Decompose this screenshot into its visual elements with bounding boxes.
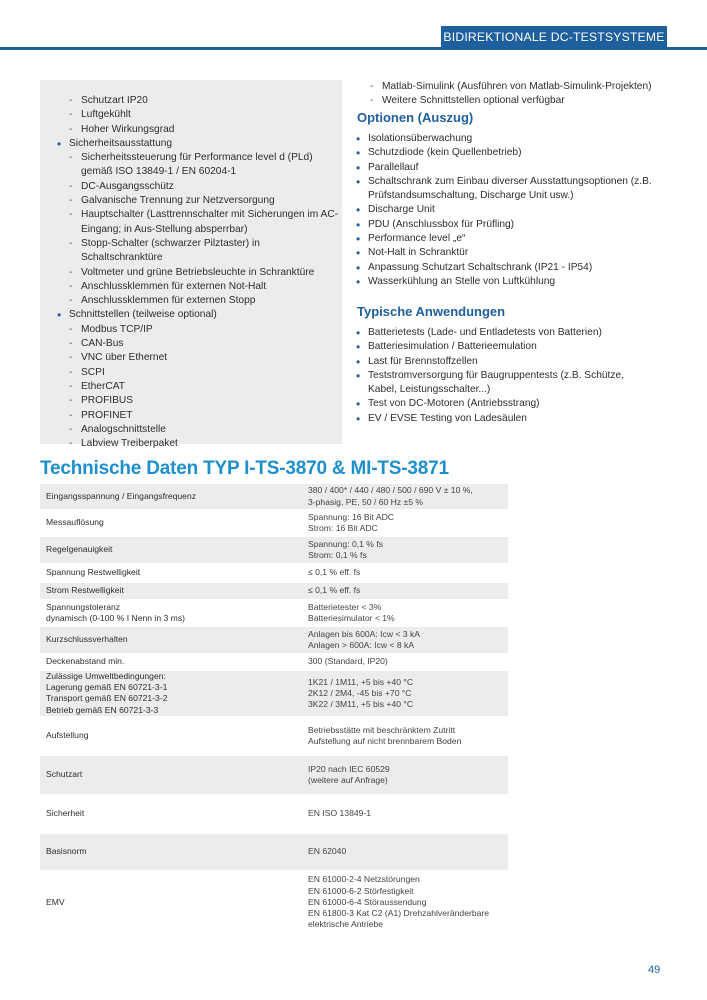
list-item: - Hoher Wirkungsgrad (69, 123, 343, 137)
value-line: 3K22 / 3M11, +5 bis +40 °C (308, 699, 414, 709)
table-row (40, 582, 508, 600)
table-row (40, 484, 508, 510)
table-row (40, 600, 508, 626)
label-line: Deckenabstand min. (46, 656, 125, 667)
table-cell-value (302, 626, 508, 654)
table-row (40, 871, 508, 933)
list-item: • Last für Brennstoffzellen (352, 355, 652, 369)
list-item: - SCPI (69, 366, 343, 380)
value-line: 1K21 / 1M11, +5 bis +40 °C (308, 676, 414, 687)
table-cell-value (302, 564, 508, 582)
value-line: EN ISO 13849-1 (308, 808, 372, 819)
value-line: Spannung: 0,1 % fs (308, 538, 384, 549)
value-line: elektrische Antriebe (308, 919, 383, 930)
options-list (352, 132, 652, 289)
value-line: Strom: 16 Bit ADC (308, 523, 378, 533)
tech-data-table (40, 484, 508, 933)
label-line: Betrieb gemäß EN 60721-3-3 (46, 704, 159, 715)
tech-data-title: Technische Daten TYP I-TS-3870 & MI-TS-3871 (40, 458, 449, 479)
table-cell-value (302, 536, 508, 564)
list-item: • Test von DC-Motoren (Antriebsstrang) (352, 397, 652, 411)
value-line: 2K12 / 2M4, -45 bis +70 °C (308, 687, 412, 698)
table-row (40, 755, 508, 795)
page-number: 49 (648, 964, 661, 976)
list-item: • Not-Halt in Schranktür (352, 246, 652, 260)
list-item: - Anschlussklemmen für externen Stopp (69, 294, 343, 308)
list-item: • Performance level „e“ (352, 232, 652, 246)
table-cell-value (302, 600, 508, 626)
table-cell-label (40, 626, 302, 654)
table-cell-label (40, 833, 302, 871)
table-cell-label (40, 484, 302, 510)
label-line: Eingangsspannung / Eingangsfrequenz (46, 490, 197, 501)
list-item: • EV / EVSE Testing von Ladesäulen (352, 412, 652, 426)
list-item: - Galvanische Trennung zur Netzversorgung (69, 194, 343, 208)
list-item: • Schaltschrank zum Einbau diverser Ausstattungsoptionen (z.B. Prüfstandsumschaltung, Discharge Unit usw.) (352, 175, 652, 204)
table-cell-value (302, 654, 508, 670)
label-line: Transport gemäß EN 60721-3-2 (46, 693, 168, 704)
table-cell-value (302, 510, 508, 536)
list-item: - VNC über Ethernet (69, 351, 343, 365)
section-header: BIDIREKTIONALE DC-TESTSYSTEME (441, 26, 667, 49)
label-line: dynamisch (0-100 % I Nenn in 3 ms) (46, 613, 185, 623)
label-line: Strom Restwelligkeit (46, 585, 124, 596)
list-item: • Teststromversorgung für Baugruppentests (z.B. Schütze, Kabel, Leistungsschalter...) (352, 369, 652, 398)
table-row (40, 564, 508, 582)
features-list (53, 94, 343, 451)
table-cell-label (40, 600, 302, 626)
table-cell-label (40, 871, 302, 933)
table-row (40, 626, 508, 654)
value-line: EN 61000-6-4 Störaussendung (308, 896, 427, 907)
value-line: Anlagen > 600A: Icw < 8 kA (308, 640, 415, 650)
interfaces-continued (370, 80, 670, 109)
label-line: Messauflösung (46, 517, 104, 528)
table-cell-value (302, 755, 508, 795)
label-line: EMV (46, 896, 65, 907)
options-title: Optionen (Auszug) (357, 110, 474, 125)
table-cell-value (302, 833, 508, 871)
list-item: • Batteriesimulation / Batterieemulation (352, 340, 652, 354)
value-line: (weitere auf Anfrage) (308, 774, 388, 785)
table-cell-label (40, 755, 302, 795)
value-line: 380 / 400* / 440 / 480 / 500 / 690 V ± 10 %, (308, 485, 473, 496)
value-line: Anlagen bis 600A: Icw < 3 kA (308, 628, 421, 639)
list-item: - Luftgekühlt (69, 108, 343, 122)
table-row (40, 795, 508, 833)
value-line: EN 61000-6-2 Störfestigkeit (308, 885, 414, 896)
table-cell-label (40, 536, 302, 564)
list-item: • PDU (Anschlussbox für Prüfling) (352, 218, 652, 232)
list-item: - Anschlussklemmen für externen Not-Halt (69, 280, 343, 294)
section-security (53, 137, 343, 309)
label-line: Spannungstoleranz (46, 601, 121, 612)
label-line: Basisnorm (46, 846, 87, 857)
table-cell-label (40, 510, 302, 536)
table-cell-value (302, 871, 508, 933)
list-item: - Schutzart IP20 (69, 94, 343, 108)
list-item: • Batterietests (Lade- und Entladetests von Batterien) (352, 326, 652, 340)
table-cell-label (40, 564, 302, 582)
list-item: - PROFINET (69, 409, 343, 423)
table-row (40, 536, 508, 564)
table-cell-label (40, 795, 302, 833)
value-line: EN 61800-3 Kat C2 (A1) Drehzahlveränderbare (308, 907, 490, 918)
value-line: Spannung: 16 Bit ADC (308, 511, 394, 522)
value-line: EN 62040 (308, 846, 347, 857)
value-line: IP20 nach IEC 60529 (308, 763, 390, 774)
value-line: Aufstellung auf nicht brennbarem Boden (308, 735, 462, 746)
label-line: Aufstellung (46, 730, 89, 741)
applications-title: Typische Anwendungen (357, 304, 506, 319)
list-item: - Stopp-Schalter (schwarzer Pilztaster) in Schaltschranktüre (69, 237, 343, 266)
value-line: ≤ 0,1 % eff. fs (308, 567, 361, 578)
table-cell-label (40, 717, 302, 755)
table-row (40, 654, 508, 670)
list-item: - Sicherheitssteuerung für Performance level d (PLd) gemäß ISO 13849-1 / EN 60204-1 (69, 151, 343, 180)
applications-list (352, 326, 652, 426)
label-line: Spannung Restwelligkeit (46, 567, 141, 578)
value-line: Batteriesimulator < 1% (308, 613, 395, 623)
value-line: 3-phasig, PE, 50 / 60 Hz ±5 % (308, 496, 424, 507)
section-label: Schnittstellen (teilweise optional) (69, 309, 217, 321)
table-row (40, 717, 508, 755)
general-features (69, 94, 343, 137)
list-item: • Anpassung Schutzart Schaltschrank (IP21 - IP54) (352, 261, 652, 275)
list-item: • Wasserkühlung an Stelle von Luftkühlung (352, 275, 652, 289)
list-item: - Hauptschalter (Lasttrennschalter mit Sicherungen im AC-Eingang; in Aus-Stellung absperrbar) (69, 208, 343, 237)
label-line: Sicherheit (46, 808, 85, 819)
table-cell-label (40, 654, 302, 670)
table-cell-label (40, 582, 302, 600)
table-row (40, 833, 508, 871)
list-item: - EtherCAT (69, 380, 343, 394)
value-line: EN 61000-2-4 Netzstörungen (308, 874, 420, 885)
value-line: Batterietester < 3% (308, 601, 382, 612)
list-item: • Parallellauf (352, 161, 652, 175)
table-cell-value (302, 795, 508, 833)
list-item: - Voltmeter und grüne Betriebsleuchte in Schranktüre (69, 266, 343, 280)
list-item: - CAN-Bus (69, 337, 343, 351)
list-item: - Weitere Schnittstellen optional verfügbar (370, 94, 670, 108)
list-item: • Discharge Unit (352, 203, 652, 217)
list-item: - Labview Treiberpaket (69, 437, 343, 451)
label-line: Lagerung gemäß EN 60721-3-1 (46, 682, 168, 693)
value-line: Betriebsstätte mit beschränktem Zutritt (308, 724, 456, 735)
table-row (40, 670, 508, 717)
table-cell-label (40, 670, 302, 717)
table-cell-value (302, 717, 508, 755)
list-item: • Isolationsüberwachung (352, 132, 652, 146)
list-item: - Matlab-Simulink (Ausführen von Matlab-Simulink-Projekten) (370, 80, 670, 94)
value-line: 300 (Standard, IP20) (308, 656, 388, 667)
section-label: Sicherheitsausstattung (69, 137, 173, 149)
label-line: Zulässige Umweltbedingungen: (46, 671, 166, 681)
list-item: - Modbus TCP/IP (69, 323, 343, 337)
table-row (40, 510, 508, 536)
list-item: - PROFIBUS (69, 394, 343, 408)
value-line: Strom: 0,1 % fs (308, 550, 367, 560)
table-cell-value (302, 582, 508, 600)
table-cell-value (302, 484, 508, 510)
label-line: Regelgenauigkeit (46, 544, 113, 555)
table-cell-value (302, 670, 508, 717)
value-line: ≤ 0,1 % eff. fs (308, 585, 361, 596)
section-interfaces (53, 308, 343, 451)
list-item: • Schutzdiode (kein Quellenbetrieb) (352, 146, 652, 160)
list-item: - Analogschnittstelle (69, 423, 343, 437)
label-line: Kurzschlussverhalten (46, 634, 128, 645)
list-item: - DC-Ausgangsschütz (69, 180, 343, 194)
label-line: Schutzart (46, 769, 83, 780)
